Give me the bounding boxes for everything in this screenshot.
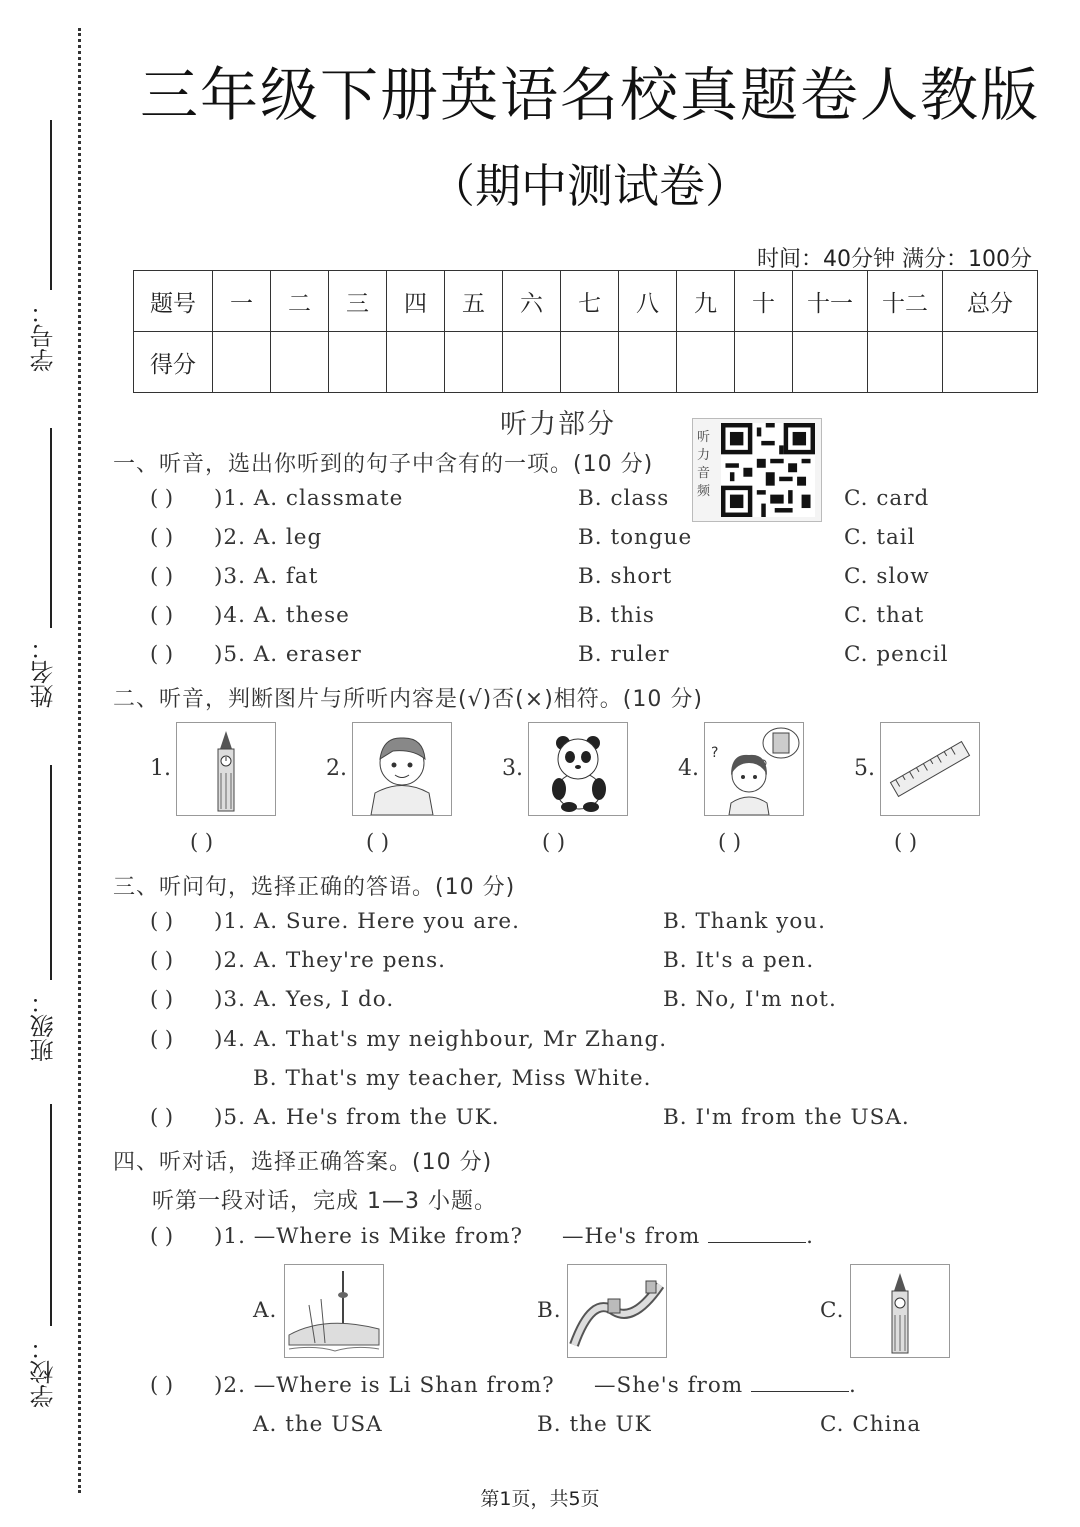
panda-icon [529, 723, 627, 815]
s3-q2-option-a: )2. A. They're pens. [214, 948, 446, 973]
s2-picture-big-ben [176, 722, 276, 816]
s3-q1-option-b: B. Thank you. [663, 909, 826, 934]
score-input-cell[interactable] [561, 332, 619, 393]
s1-q3-option-b: B. short [578, 564, 673, 589]
answer-blank[interactable]: ( ) [150, 1224, 174, 1248]
score-table-score-row [134, 332, 1038, 393]
name-label: 姓名： [30, 636, 58, 708]
section-4-heading: 四、听对话，选择正确答案。(10 分) [113, 1150, 493, 1175]
s4-q2-option-c: C. China [820, 1412, 922, 1437]
page-footer: 第1页，共5页 [480, 1488, 600, 1510]
score-cell: 二 [271, 271, 329, 332]
s3-q3-option-a: )3. A. Yes, I do. [214, 987, 395, 1012]
listening-section-header: 听力部分 [500, 409, 616, 440]
s4-q1-end: . [806, 1224, 815, 1249]
answer-blank[interactable]: ( ) [150, 603, 174, 627]
score-input-cell[interactable] [677, 332, 735, 393]
score-cell: 十 [735, 271, 793, 332]
s1-q5-option-b: B. ruler [578, 642, 670, 667]
qr-code-icon [721, 423, 815, 517]
s3-q4-option-b: B. That's my teacher, Miss White. [253, 1066, 652, 1091]
answer-blank[interactable]: ( ) [150, 1105, 174, 1129]
s4-q2-question: )2. —Where is Li Shan from? [214, 1373, 555, 1398]
student-no-label: 学号： [30, 300, 58, 372]
score-cell: 七 [561, 271, 619, 332]
s4-q1-answer [562, 1224, 814, 1249]
s4-q1-answer-text: —He's from [562, 1224, 701, 1249]
s3-q4-option-a: )4. A. That's my neighbour, Mr Zhang. [214, 1027, 668, 1052]
score-input-cell[interactable] [213, 332, 271, 393]
score-input-cell[interactable] [735, 332, 793, 393]
s2-num-5: 5. [854, 756, 875, 781]
score-input-cell[interactable] [271, 332, 329, 393]
section-1-heading: 一、听音，选出你听到的句子中含有的一项。(10 分) [113, 452, 654, 477]
s1-q2-option-a: )2. A. leg [214, 525, 323, 550]
score-table [133, 270, 1038, 393]
s1-q2-option-b: B. tongue [578, 525, 693, 550]
s1-q3-option-a: )3. A. fat [214, 564, 319, 589]
answer-blank[interactable]: ( ) [150, 486, 174, 510]
fill-blank[interactable] [708, 1224, 806, 1243]
s4-picture-big-ben [850, 1264, 950, 1358]
score-input-cell[interactable] [943, 332, 1038, 393]
cn-tower-icon [285, 1265, 383, 1357]
s1-q1-option-c: C. card [844, 486, 930, 511]
s1-q1-option-a: )1. A. classmate [214, 486, 404, 511]
s4-q2-option-a: A. the USA [253, 1412, 383, 1437]
page-subtitle: （期中测试卷） [429, 159, 751, 213]
s2-picture-ruler [880, 722, 980, 816]
s2-num-1: 1. [150, 756, 171, 781]
s1-q4-option-c: C. that [844, 603, 925, 628]
score-cell: 三 [329, 271, 387, 332]
name-line [50, 428, 52, 628]
answer-blank[interactable]: ( ) [150, 1027, 174, 1051]
s4-q2-answer-text: —She's from [594, 1373, 744, 1398]
s2-num-3: 3. [502, 756, 523, 781]
score-row-label: 得分 [134, 332, 213, 393]
score-table-header-row [134, 271, 1038, 332]
s4-q2-option-b: B. the UK [537, 1412, 652, 1437]
s3-q5-option-b: B. I'm from the USA. [663, 1105, 910, 1130]
s4-q1-opt-a: A. [253, 1298, 278, 1323]
s1-q2-option-c: C. tail [844, 525, 916, 550]
s2-num-4: 4. [678, 756, 699, 781]
score-cell: 五 [445, 271, 503, 332]
s4-q2-end: . [849, 1373, 857, 1398]
s4-picture-great-wall [567, 1264, 667, 1358]
s2-num-2: 2. [326, 756, 347, 781]
s1-q5-option-c: C. pencil [844, 642, 949, 667]
student-no-line [50, 120, 52, 290]
s4-picture-cn-tower [284, 1264, 384, 1358]
s2-picture-panda [528, 722, 628, 816]
s1-q1-option-b: B. class [578, 486, 670, 511]
s4-q1-opt-c: C. [820, 1298, 845, 1323]
s3-q3-option-b: B. No, I'm not. [663, 987, 837, 1012]
fill-blank[interactable] [751, 1373, 849, 1392]
answer-blank[interactable]: ( ) [894, 830, 918, 854]
score-input-cell[interactable] [619, 332, 677, 393]
school-label: 学校： [30, 1336, 58, 1408]
big-ben-icon [177, 723, 275, 815]
s1-q3-option-c: C. slow [844, 564, 930, 589]
section-4-intro: 听第一段对话，完成 1—3 小题。 [152, 1189, 497, 1214]
answer-blank[interactable]: ( ) [150, 948, 174, 972]
section-3-heading: 三、听问句，选择正确的答语。(10 分) [113, 875, 516, 900]
score-cell: 四 [387, 271, 445, 332]
score-cell: 十一 [793, 271, 868, 332]
score-cell: 八 [619, 271, 677, 332]
ruler-icon [881, 723, 979, 815]
answer-blank[interactable]: ( ) [150, 987, 174, 1011]
score-input-cell[interactable] [503, 332, 561, 393]
score-cell: 六 [503, 271, 561, 332]
s4-q2-answer [594, 1373, 857, 1398]
qr-code[interactable] [692, 418, 822, 522]
answer-blank[interactable]: ( ) [190, 830, 214, 854]
answer-blank[interactable]: ( ) [150, 525, 174, 549]
s1-q5-option-a: )5. A. eraser [214, 642, 362, 667]
score-input-cell[interactable] [793, 332, 868, 393]
class-line [50, 765, 52, 980]
boy-icon [353, 723, 451, 815]
page-title: 三年级下册英语名校真题卷人教版 [139, 61, 1040, 129]
score-cell: 十二 [868, 271, 943, 332]
s1-q4-option-a: )4. A. these [214, 603, 350, 628]
score-input-cell[interactable] [329, 332, 387, 393]
answer-blank[interactable]: ( ) [150, 642, 174, 666]
s4-q1-opt-b: B. [537, 1298, 562, 1323]
class-label: 班级： [30, 990, 58, 1062]
s3-q1-option-a: )1. A. Sure. Here you are. [214, 909, 520, 934]
qr-label: 听力音频 [697, 430, 711, 499]
s2-picture-girl-thinking [704, 722, 804, 816]
s3-q2-option-b: B. It's a pen. [663, 948, 815, 973]
score-input-cell[interactable] [868, 332, 943, 393]
answer-blank[interactable]: ( ) [366, 830, 390, 854]
svg-text:?: ? [711, 745, 719, 761]
score-cell: 九 [677, 271, 735, 332]
time-info: 时间：40分钟 满分：100分 [757, 247, 1032, 272]
s2-picture-boy [352, 722, 452, 816]
binding-dashed-line [78, 28, 81, 1493]
school-line [50, 1104, 52, 1326]
s3-q5-option-a: )5. A. He's from the UK. [214, 1105, 500, 1130]
answer-blank[interactable]: ( ) [150, 909, 174, 933]
s1-q4-option-b: B. this [578, 603, 655, 628]
girl-thinking-icon [705, 723, 803, 815]
score-cell: 总分 [943, 271, 1038, 332]
answer-blank[interactable]: ( ) [718, 830, 742, 854]
score-input-cell[interactable] [387, 332, 445, 393]
score-cell: 一 [213, 271, 271, 332]
s4-q1-question: )1. —Where is Mike from? [214, 1224, 524, 1249]
answer-blank[interactable]: ( ) [542, 830, 566, 854]
big-ben-icon [851, 1265, 949, 1357]
score-cell: 题号 [134, 271, 213, 332]
answer-blank[interactable]: ( ) [150, 1373, 174, 1397]
section-2-heading: 二、听音，判断图片与所听内容是(√)否(×)相符。(10 分) [113, 687, 703, 712]
great-wall-icon [568, 1265, 666, 1357]
answer-blank[interactable]: ( ) [150, 564, 174, 588]
score-input-cell[interactable] [445, 332, 503, 393]
